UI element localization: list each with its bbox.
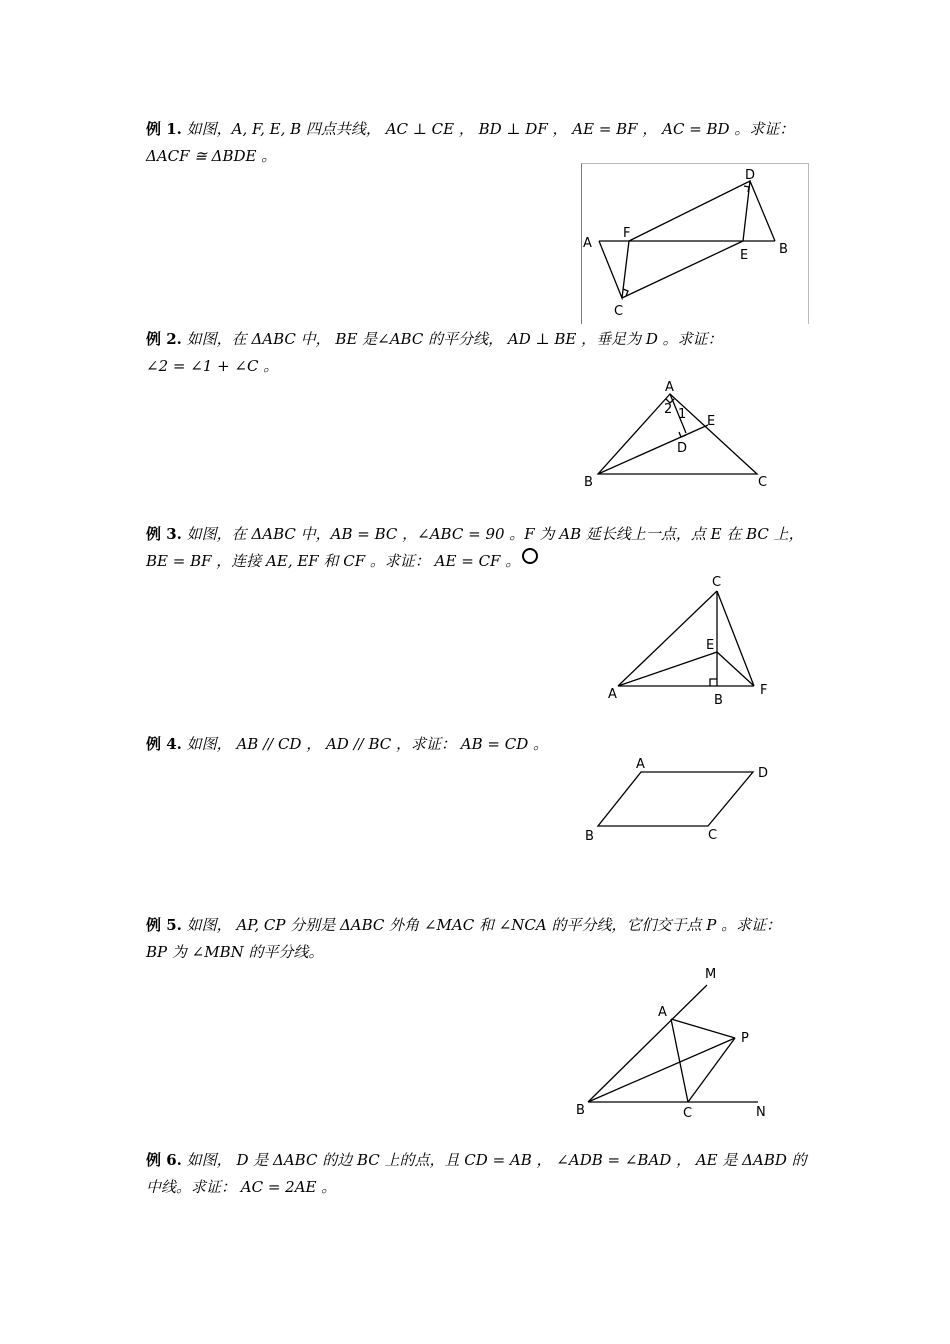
problem-3-text-1: 如图，在 ΔABC 中，AB = BC ，∠ABC = 90 。F 为 AB 延长线上一点，点 E 在 BC 上，	[186, 525, 804, 543]
figure-4	[580, 755, 780, 850]
fig3-point-b: B	[714, 693, 723, 708]
fig5-point-m: M	[705, 967, 717, 982]
fig5-point-b: B	[576, 1103, 585, 1118]
figure-5	[570, 960, 780, 1130]
problem-1-line-1	[146, 116, 810, 143]
figure-2	[580, 375, 780, 495]
fig4-point-a: A	[636, 757, 645, 772]
problem-5	[146, 912, 810, 966]
figure-3	[600, 570, 780, 710]
fig5-point-p: P	[741, 1031, 749, 1046]
fig1-point-c: C	[614, 304, 624, 319]
problem-2-text-1: 如图，在 ΔABC 中， BE 是∠ABC 的平分线， AD ⊥ BE ，垂足为 D 。求证：	[186, 330, 723, 348]
figure-1	[581, 163, 807, 328]
fig3-point-c: C	[712, 575, 722, 590]
problem-6-text-2: 中线。求证： AC = 2AE 。	[146, 1178, 337, 1196]
fig4-point-b: B	[585, 829, 594, 844]
fig2-point-d: D	[677, 441, 688, 456]
problem-3-text-2: BE = BF ，连接 AE, EF 和 CF 。求证： AE = CF 。	[146, 552, 521, 570]
fig1-point-f: F	[623, 226, 631, 241]
fig4-point-d: D	[758, 766, 769, 781]
fig1-point-e: E	[740, 248, 749, 263]
problem-3	[146, 521, 810, 575]
problem-5-text-2: BP 为 ∠MBN 的平分线。	[146, 943, 324, 961]
problem-3-label: 例 3.	[146, 525, 182, 543]
problem-6-label: 例 6.	[146, 1151, 182, 1169]
problem-2	[146, 326, 810, 380]
problem-6-line-2	[146, 1174, 810, 1201]
problem-2-label: 例 2.	[146, 330, 182, 348]
problem-4-line-1	[146, 731, 810, 758]
problem-5-text-1: 如图， AP, CP 分别是 ΔABC 外角 ∠MAC 和 ∠NCA 的平分线，它们交于点 P 。求证：	[186, 916, 782, 934]
fig1-point-d: D	[745, 168, 756, 183]
problem-6-text-1: 如图， D 是 ΔABC 的边 BC 上的点，且 CD = AB ， ∠ADB = ∠BAD ， AE 是 ΔABD 的	[186, 1151, 807, 1169]
circle-mark	[522, 548, 538, 564]
fig2-angle-1: 1	[678, 407, 687, 422]
problem-5-label: 例 5.	[146, 916, 182, 934]
problem-5-line-1	[146, 912, 810, 939]
fig5-point-a: A	[658, 1005, 667, 1020]
fig5-point-c: C	[683, 1106, 693, 1121]
problem-1-label: 例 1.	[146, 120, 182, 138]
problem-2-text-2: ∠2 = ∠1 + ∠C 。	[146, 357, 279, 375]
problem-1-text-1: 如图，A, F, E, B 四点共线， AC ⊥ CE ， BD ⊥ DF ， AE = BF ， AC = BD 。求证：	[186, 120, 795, 138]
fig3-point-a: A	[608, 687, 617, 702]
fig5-point-n: N	[756, 1105, 766, 1120]
problem-1	[146, 116, 810, 170]
problem-6-line-1	[146, 1147, 810, 1174]
fig2-point-b: B	[584, 475, 593, 490]
problem-3-line-1	[146, 521, 810, 548]
problem-4	[146, 731, 810, 758]
fig4-point-c: C	[708, 828, 718, 843]
fig3-point-e: E	[706, 638, 715, 653]
problem-6	[146, 1147, 810, 1201]
fig2-point-a: A	[665, 380, 674, 395]
fig1-point-b: B	[779, 242, 788, 257]
fig3-point-f: F	[760, 683, 768, 698]
problem-2-line-1	[146, 326, 810, 353]
problem-4-text-1: 如图， AB // CD ， AD // BC ，求证： AB = CD 。	[186, 735, 549, 753]
problem-1-text-2: ΔACF ≅ ΔBDE 。	[146, 147, 277, 165]
problem-4-label: 例 4.	[146, 735, 182, 753]
fig2-point-e: E	[707, 414, 716, 429]
fig2-point-c: C	[758, 475, 768, 490]
fig2-angle-2: 2	[664, 402, 673, 417]
fig1-point-a: A	[583, 236, 592, 251]
